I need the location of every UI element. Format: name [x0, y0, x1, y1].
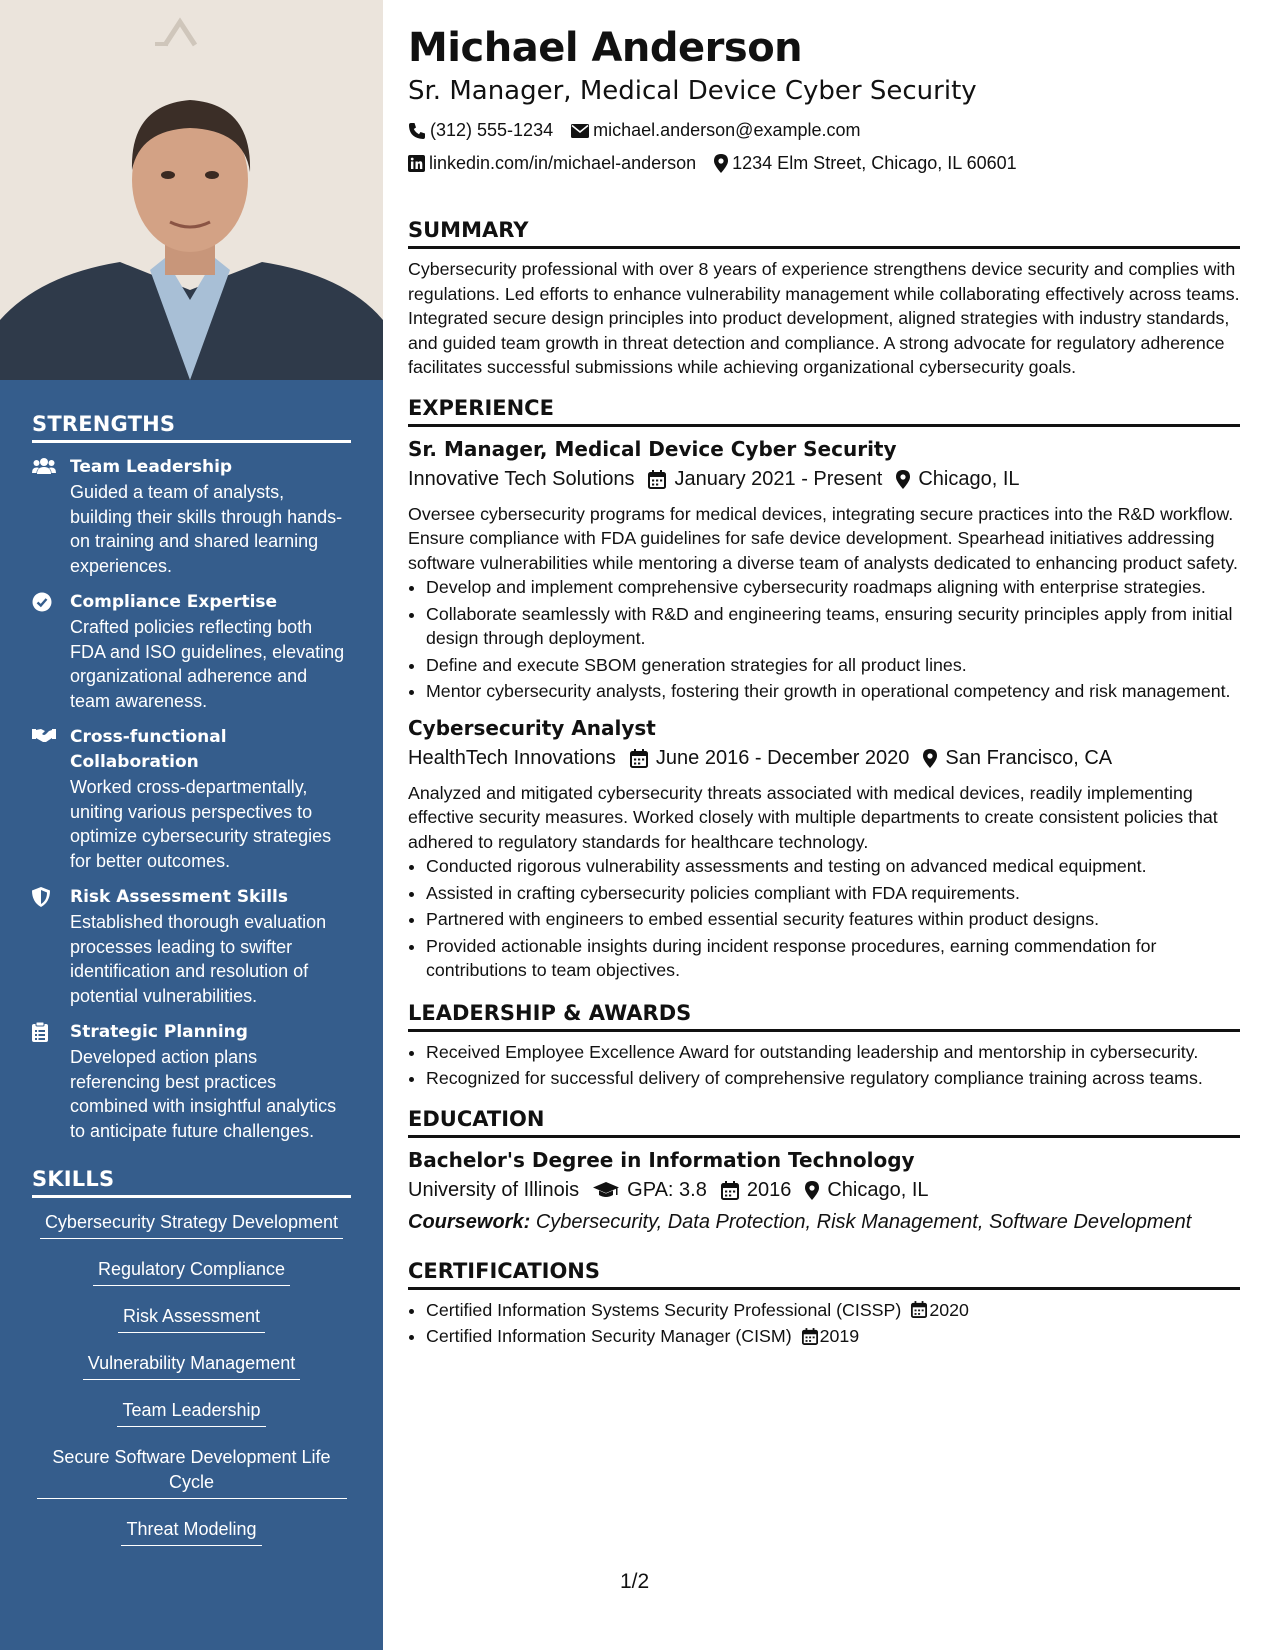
strength-title: Cross-functional Collaboration [70, 727, 227, 772]
list-item: • Mentor cybersecurity analysts, fostering their growth in operational competency and risk management. [426, 679, 1240, 704]
calendar-icon [648, 470, 666, 489]
gpa: GPA: 3.8 [627, 1178, 707, 1201]
strengths-heading: STRENGTHS [32, 412, 351, 443]
list-item: • Provided actionable insights during incident response procedures, earning commendation for contributions to team objectives. [426, 934, 1240, 983]
job-description: Analyzed and mitigated cybersecurity threats associated with medical devices, readily implementing effective security measures. Worked closely with multiple departments to create consistent policies that adhered to regulatory standards for healthcare technology. [408, 782, 1218, 852]
skill-label: Team Leadership [117, 1398, 265, 1427]
strength-item [32, 885, 351, 1008]
skill-item [32, 1304, 351, 1333]
skills-heading: SKILLS [32, 1167, 351, 1198]
profile-photo [0, 0, 383, 380]
graduation-cap-icon [593, 1182, 619, 1199]
strength-title: Strategic Planning [70, 1022, 248, 1042]
skill-label: Vulnerability Management [83, 1351, 300, 1380]
certifications-section [408, 1257, 1240, 1349]
skill-label: Cybersecurity Strategy Development [40, 1210, 343, 1239]
list-item: • Partnered with engineers to embed essential security features within product designs. [426, 907, 1240, 932]
candidate-name: Michael Anderson [408, 25, 803, 71]
contact-info [408, 114, 1240, 147]
experience-heading: EXPERIENCE [408, 394, 1240, 427]
strength-item [32, 1020, 351, 1143]
map-pin-icon [923, 749, 937, 768]
strength-title: Compliance Expertise [70, 592, 278, 612]
strength-description: Worked cross-departmentally, uniting various perspectives to optimize cybersecurity strategies for better outcomes. [70, 777, 332, 871]
coursework-label: Coursework: [408, 1210, 531, 1233]
awards-section [408, 999, 1240, 1091]
school: University of Illinois [408, 1178, 580, 1201]
school-location: Chicago, IL [827, 1178, 929, 1201]
coursework-text: Cybersecurity, Data Protection, Risk Management, Software Development [535, 1210, 1192, 1233]
list-item: • Conducted rigorous vulnerability assessments and testing on advanced medical equipment. [426, 854, 1240, 879]
cert-year: 2020 [929, 1299, 969, 1320]
address-text: 1234 Elm Street, Chicago, IL 60601 [732, 153, 1017, 173]
calendar-icon [802, 1328, 818, 1345]
phone-text: (312) 555-1234 [430, 120, 554, 140]
education-meta [408, 1174, 1240, 1207]
skill-label: Risk Assessment [118, 1304, 265, 1333]
job-dates: January 2021 - Present [674, 467, 883, 490]
education-heading: EDUCATION [408, 1105, 1240, 1138]
job-bullets [408, 575, 1240, 704]
job-meta [408, 463, 1240, 496]
job-location: Chicago, IL [918, 467, 1020, 490]
page-number: 1/2 [620, 1570, 650, 1593]
strength-item [32, 455, 351, 578]
candidate-title: Sr. Manager, Medical Device Cyber Security [408, 76, 977, 106]
map-pin-icon [714, 154, 728, 173]
strength-item [32, 725, 351, 873]
list-item: • Develop and implement comprehensive cybersecurity roadmaps aligning with enterprise strategies. [426, 575, 1240, 600]
phone-icon [408, 122, 426, 140]
summary-text: Cybersecurity professional with over 8 years of experience strengthens device security and complies with regulations. Led efforts to enhance vulnerability management while collaborating effectively across teams. Integrated secure design principles into product development, aligned strategies with industry standards, and guided team growth in threat detection and compliance. A strong advocate for regulatory adherence facilitates successful submissions while achieving organizational cybersecurity goals. [408, 259, 1240, 377]
summary-section [408, 216, 1240, 380]
list-item: • Recognized for successful delivery of comprehensive regulatory compliance training across teams. [426, 1066, 1240, 1091]
sidebar-content [32, 412, 351, 1564]
experience-section [408, 394, 1240, 983]
job-meta [408, 742, 1240, 775]
strength-description: Established thorough evaluation processes leading to swifter identification and resolution of potential vulnerabilities. [70, 912, 327, 1006]
strength-title: Team Leadership [70, 457, 233, 477]
envelope-icon [571, 124, 589, 138]
map-pin-icon [805, 1181, 819, 1200]
check-circle-icon [32, 590, 70, 713]
list-item [426, 1298, 1240, 1323]
linkedin-text: linkedin.com/in/michael-anderson [429, 153, 697, 173]
skill-item [32, 1351, 351, 1380]
skill-item [32, 1517, 351, 1546]
skill-item [32, 1398, 351, 1427]
list-item: • Define and execute SBOM generation strategies for all product lines. [426, 653, 1240, 678]
awards-list [408, 1040, 1240, 1091]
main-content [408, 22, 1240, 1351]
job-bullets [408, 854, 1240, 983]
job-company: HealthTech Innovations [408, 746, 616, 769]
list-item: • Received Employee Excellence Award for outstanding leadership and mentorship in cybersecurity. [426, 1040, 1240, 1065]
phone[interactable] [408, 114, 553, 147]
job-company: Innovative Tech Solutions [408, 467, 635, 490]
skill-label: Secure Software Development Life Cycle [37, 1445, 347, 1499]
degree: Bachelor's Degree in Information Technology [408, 1147, 915, 1172]
calendar-icon [911, 1301, 927, 1318]
calendar-icon [721, 1181, 739, 1200]
job-role: Cybersecurity Analyst [408, 715, 656, 740]
email[interactable] [571, 114, 860, 147]
skill-label: Threat Modeling [121, 1517, 261, 1546]
cert-year: 2019 [819, 1326, 860, 1346]
shield-icon [32, 885, 70, 1008]
list-item: • Collaborate seamlessly with R&D and engineering teams, ensuring security principles apply from initial design through deployment. [426, 602, 1240, 651]
handshake-icon [32, 725, 70, 873]
sidebar [0, 0, 383, 1650]
calendar-icon [630, 749, 648, 768]
map-pin-icon [896, 470, 910, 489]
job-location: San Francisco, CA [945, 746, 1113, 769]
job-entry [408, 714, 1240, 983]
certifications-list [408, 1298, 1240, 1349]
skill-label: Regulatory Compliance [93, 1257, 290, 1286]
cert-name: • Certified Information Security Manager (CISM) [426, 1326, 792, 1346]
list-item [426, 1324, 1240, 1349]
skill-item [32, 1210, 351, 1239]
linkedin[interactable] [408, 147, 696, 180]
strength-description: Crafted policies reflecting both FDA and ISO guidelines, elevating organizational adherence and team awareness. [70, 617, 345, 711]
linkedin-icon [408, 155, 425, 172]
users-icon [32, 455, 70, 578]
skill-item [32, 1445, 351, 1499]
graduation-year: 2016 [746, 1178, 792, 1201]
job-entry [408, 435, 1240, 704]
summary-heading: SUMMARY [408, 216, 1240, 249]
job-description: Oversee cybersecurity programs for medical devices, integrating secure practices into the R&D workflow. Ensure compliance with FDA guidelines for safe device development. Spearhead initiatives addressing software vulnerabilities while mentoring a diverse team of analysts dedicated to enhancing product safety. [408, 503, 1238, 573]
job-dates: June 2016 - December 2020 [655, 746, 910, 769]
list-item: • Assisted in crafting cybersecurity policies compliant with FDA requirements. [426, 881, 1240, 906]
job-role: Sr. Manager, Medical Device Cyber Security [408, 436, 897, 461]
clipboard-icon [32, 1020, 70, 1143]
cert-name: • Certified Information Systems Security Professional (CISSP) [426, 1299, 902, 1320]
awards-heading: LEADERSHIP & AWARDS [408, 999, 1240, 1032]
education-section [408, 1105, 1240, 1237]
contact-info-2 [408, 147, 1240, 180]
strength-item [32, 590, 351, 713]
address [714, 147, 1017, 180]
coursework [408, 1207, 1240, 1237]
certifications-heading: CERTIFICATIONS [408, 1257, 1240, 1290]
skill-item [32, 1257, 351, 1286]
strength-description: Guided a team of analysts, building their skills through hands-on training and shared learning experiences. [70, 482, 343, 576]
strength-description: Developed action plans referencing best practices combined with insightful analytics to anticipate future challenges. [70, 1047, 337, 1141]
strength-title: Risk Assessment Skills [70, 887, 288, 907]
email-text: michael.anderson@example.com [593, 120, 861, 140]
